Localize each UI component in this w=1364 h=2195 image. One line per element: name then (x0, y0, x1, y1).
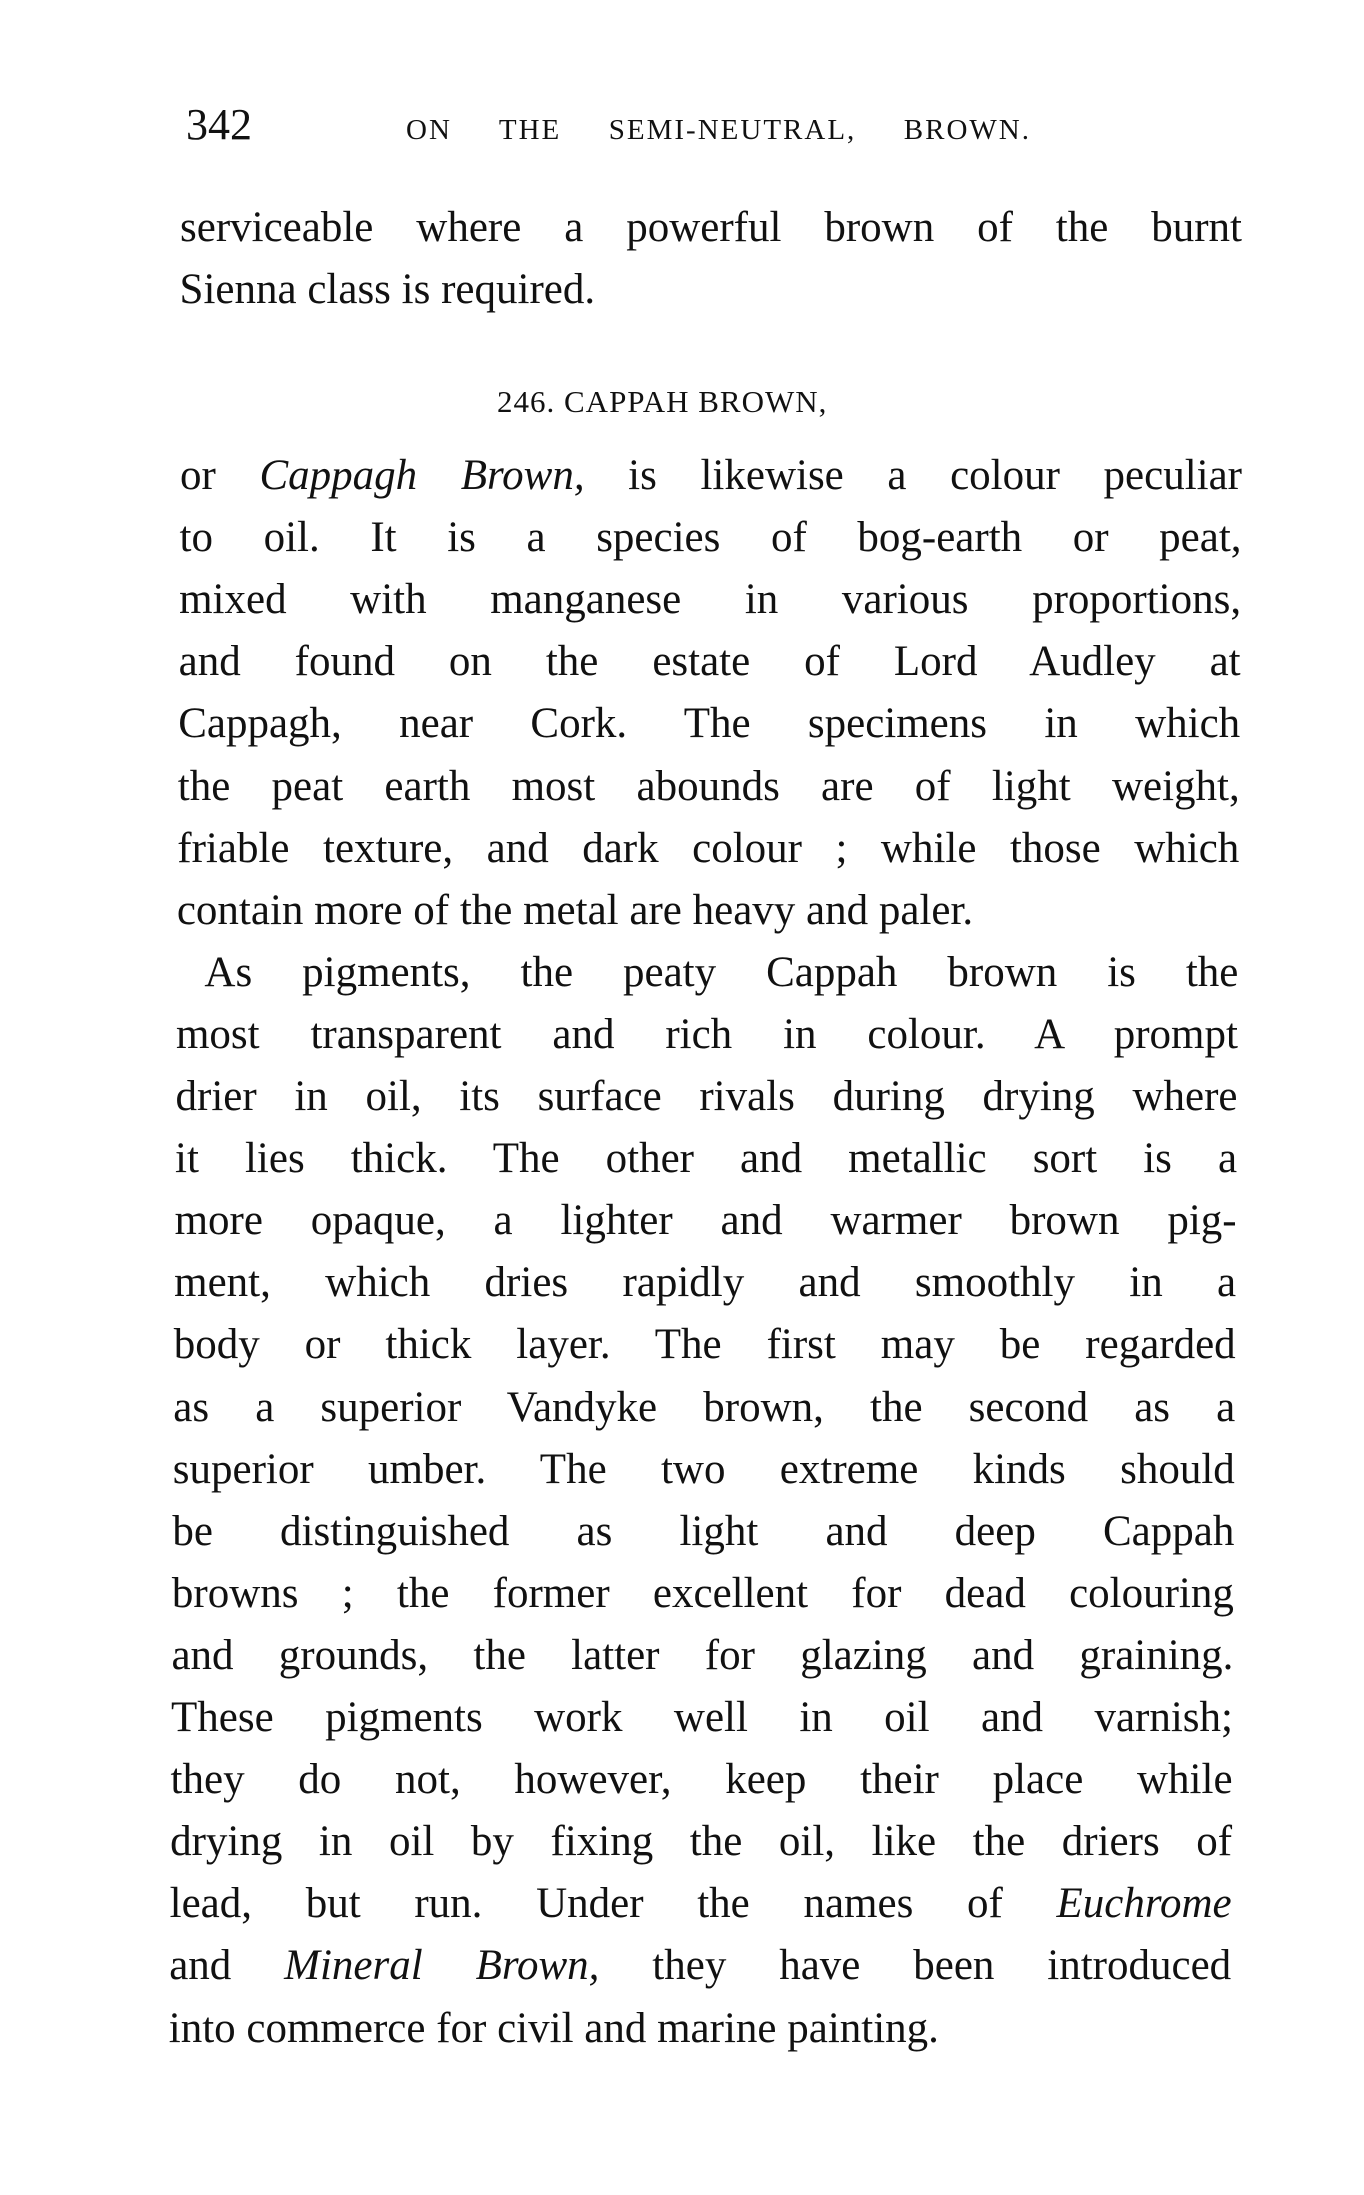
text-run: and found on the estate of Lord Audley at (178, 638, 1241, 686)
text-run: they do not, however, keep their place while (170, 1756, 1233, 1804)
text-line (177, 818, 1239, 880)
text-line (180, 259, 1242, 321)
text-line (178, 693, 1240, 755)
page-number: 342 (186, 100, 252, 149)
text-run: or (180, 452, 260, 499)
text-line (178, 756, 1240, 818)
text-line (174, 1314, 1236, 1376)
text-run: superior umber. The two extreme kinds should (172, 1445, 1235, 1493)
text-run: is likewise a colour peculiar (584, 452, 1242, 499)
text-run: it lies thick. The other and metallic sort is a (175, 1135, 1238, 1183)
text-run: most transparent and rich in colour. A prompt (175, 1010, 1238, 1058)
text-line (169, 1998, 1231, 2060)
text-run: the peat earth most abounds are of light weight, (177, 762, 1240, 810)
text-line (175, 1128, 1237, 1190)
text-run: as a superior Vandyke brown, the second as a (173, 1383, 1236, 1431)
text-line (170, 1811, 1232, 1873)
text-run: These pigments work well in oil and varnish; (171, 1694, 1233, 1741)
text-run: mixed with manganese in various proportions, (179, 576, 1242, 624)
text-line (175, 1190, 1237, 1252)
text-line (180, 197, 1242, 259)
italic-term: Mineral Brown, (284, 1942, 600, 1990)
text-run: lead, but run. Under the names of (169, 1880, 1057, 1928)
text-line (180, 445, 1242, 507)
text-run: they have been introduced (599, 1942, 1232, 1990)
text-line (171, 1687, 1233, 1749)
text-run: drier in oil, its surface rivals during drying where (175, 1073, 1238, 1120)
text-run: into commerce for civil and marine painting. (168, 2004, 939, 2052)
text-run: be distinguished as light and deep Cappah (172, 1507, 1235, 1555)
text-line (171, 1625, 1233, 1687)
text-run: serviceable where a powerful brown of the burnt (180, 204, 1242, 251)
text-run: As pigments, the peaty Cappah brown is the (204, 948, 1239, 996)
text-line (171, 1749, 1233, 1811)
text-run: more opaque, a lighter and warmer brown pig- (174, 1197, 1237, 1245)
italic-term: Euchrome (1056, 1880, 1232, 1928)
text-run: body or thick layer. The first may be regarded (173, 1321, 1236, 1369)
text-line (173, 1439, 1235, 1501)
text-line (170, 1873, 1232, 1935)
text-run: ment, which dries rapidly and smoothly in a (174, 1259, 1237, 1307)
text-run: Cappagh, near Cork. The specimens in which (178, 700, 1241, 748)
text-run: and grounds, the latter for glazing and graining. (171, 1631, 1234, 1679)
running-title: ON THE SEMI-NEUTRAL, BROWN. (406, 114, 1031, 146)
section-heading: 246. CAPPAH BROWN, (497, 384, 828, 419)
text-run: and (169, 1942, 285, 1990)
italic-term: Cappagh Brown, (259, 452, 585, 499)
text-line (169, 1935, 1231, 1997)
text-run: browns ; the former excellent for dead colouring (171, 1569, 1234, 1617)
text-line (177, 880, 1239, 942)
text-line (174, 1252, 1236, 1314)
text-line (176, 942, 1238, 1004)
text-line (173, 1377, 1235, 1439)
text-line (179, 569, 1241, 631)
text-line (176, 1004, 1238, 1066)
text-line (176, 1066, 1238, 1128)
text-run: friable texture, and dark colour ; while those which (177, 824, 1240, 872)
text-line (180, 507, 1242, 569)
text-run: contain more of the metal are heavy and paler. (176, 886, 974, 934)
text-run: drying in oil by fixing the oil, like the driers of (170, 1818, 1233, 1866)
text-line (179, 631, 1241, 693)
text-line (172, 1501, 1234, 1563)
text-run: Sienna class is required. (179, 266, 596, 314)
text-run: to oil. It is a species of bog-earth or peat, (179, 514, 1242, 562)
text-line (172, 1563, 1234, 1625)
